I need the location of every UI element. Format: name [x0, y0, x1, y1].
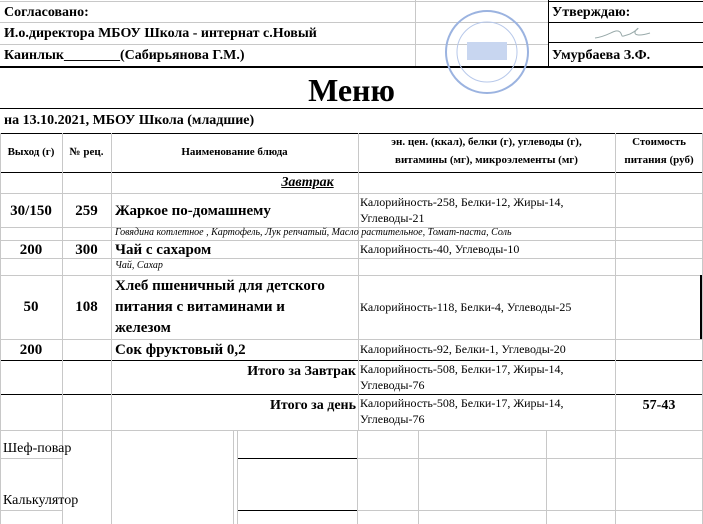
gridline [615, 133, 616, 524]
gridline [0, 510, 62, 511]
col-cost: Стоимость [632, 136, 686, 148]
total-day-cost: 57-43 [642, 398, 676, 413]
gridline [357, 458, 703, 459]
page-title: Меню [308, 72, 395, 108]
row-dish: Сок фруктовый 0,2 [115, 342, 246, 358]
approve-label: Утверждаю: [552, 5, 631, 20]
col-dish: Наименование блюда [181, 146, 288, 158]
gridline [0, 275, 703, 276]
row-yield: 30/150 [10, 203, 52, 219]
gridline [0, 172, 703, 173]
row-yield: 50 [23, 299, 39, 315]
director-line: Каинлык________(Сабирьянова Г.М.) [4, 48, 245, 63]
gridline [546, 430, 547, 524]
agreed-label: Согласовано: [4, 5, 89, 20]
row-nutrition: Калорийность-258, Белки-12, Жиры-14, [360, 195, 564, 209]
col-cost: питания (руб) [624, 154, 694, 166]
chef-label: Шеф-повар [3, 441, 72, 456]
gridline [0, 394, 703, 395]
row-dish: Хлеб пшеничный для детского [115, 278, 325, 294]
col-nutrition: эн. цен. (ккал), белки (г), углеводы (г), [391, 136, 582, 148]
row-yield: 200 [19, 342, 43, 358]
row-recipe: 259 [75, 203, 98, 219]
meal-heading: Завтрак [281, 175, 334, 190]
director-line: И.о.директора МБОУ Школа - интернат с.Новый [4, 26, 317, 41]
signature-line [237, 510, 357, 511]
calculator-label: Калькулятор [3, 493, 79, 508]
gridline [0, 339, 703, 340]
total-meal-nutrition: Калорийность-508, Белки-17, Жиры-14, [360, 362, 564, 376]
total-day-nutrition: Калорийность-508, Белки-17, Жиры-14, [360, 396, 564, 410]
gridline [548, 42, 703, 43]
approver-name: Умурбаева З.Ф. [552, 48, 651, 63]
row-recipe: 300 [75, 242, 98, 258]
total-day-label: Итого за день [270, 398, 356, 413]
total-day-nutrition: Углеводы-76 [360, 412, 425, 426]
gridline [0, 193, 703, 194]
row-nutrition: Калорийность-118, Белки-4, Углеводы-25 [360, 300, 572, 314]
row-nutrition: Калорийность-92, Белки-1, Углеводы-20 [360, 342, 566, 356]
cell-selection-edge [700, 275, 702, 339]
gridline [0, 133, 703, 134]
row-dish: Жаркое по-домашнему [115, 203, 271, 219]
gridline [548, 1, 703, 2]
col-nutrition: витамины (мг), микроэлементы (мг) [395, 154, 578, 166]
col-yield: Выход (г) [7, 146, 55, 158]
page-subtitle: на 13.10.2021, МБОУ Школа (младшие) [4, 113, 255, 128]
row-recipe: 108 [75, 299, 98, 315]
col-recipe: № рец. [69, 146, 104, 158]
border [0, 1, 548, 2]
gridline [62, 133, 63, 524]
total-meal-label: Итого за Завтрак [247, 364, 356, 379]
gridline [548, 0, 549, 66]
total-meal-nutrition: Углеводы-76 [360, 378, 425, 392]
row-dish: Чай с сахаром [115, 242, 212, 258]
signature-line [237, 458, 357, 459]
row-yield: 200 [19, 242, 43, 258]
gridline [0, 430, 703, 431]
gridline [418, 430, 419, 524]
gridline [415, 0, 416, 66]
gridline [357, 510, 703, 511]
row-nutrition: Углеводы-21 [360, 211, 425, 225]
row-ingredients: Говядина котлетное , Картофель, Лук репчатый, Масло растительное, Томат-паста, Соль [115, 227, 512, 238]
row-nutrition: Калорийность-40, Углеводы-10 [360, 242, 520, 256]
gridline [0, 360, 703, 361]
gridline [0, 133, 1, 524]
gridline [111, 133, 112, 524]
gridline [0, 66, 703, 68]
gridline [0, 458, 62, 459]
gridline [357, 430, 358, 524]
row-dish: питания с витаминами и [115, 299, 285, 315]
gridline [233, 430, 234, 524]
gridline [548, 22, 703, 23]
gridline [237, 430, 238, 524]
row-dish: железом [115, 320, 171, 336]
row-ingredients: Чай, Сахар [115, 260, 163, 271]
signature-icon [590, 24, 670, 42]
